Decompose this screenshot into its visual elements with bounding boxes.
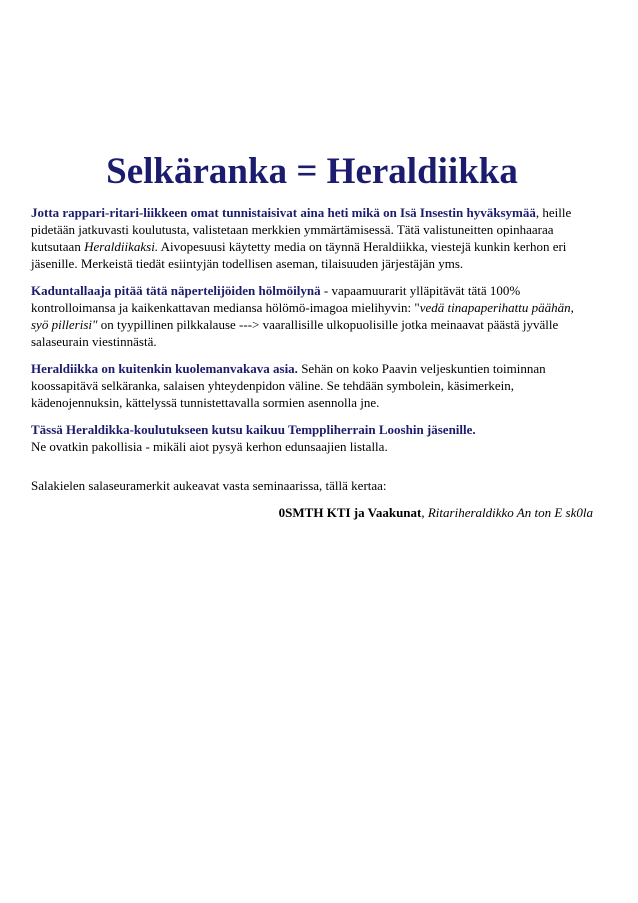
signature-bold: 0SMTH KTI ja Vaakunat	[278, 505, 422, 520]
paragraph-4-lead: Tässä Heraldikka-koulutukseen kutsu kaikuu Temppliherrain Looshin jäsenille.	[31, 422, 476, 437]
paragraph-4-text-1: Ne ovatkin pakollisia - mikäli aiot pysyä kerhon edunsaajien listalla.	[31, 439, 388, 454]
paragraph-5-text-1: Salakielen salaseuramerkit aukeavat vasta seminaarissa, tällä kertaa:	[31, 478, 387, 493]
paragraph-2-text-2: on tyypillinen pilkkalause ---> vaarallisille ulkopuolisille jotka meinaavat päästä jyvälle salaseurain viestinnästä.	[31, 317, 559, 349]
paragraph-3-lead: Heraldiikka on kuitenkin kuolemanvakava asia.	[31, 361, 298, 376]
page-title: Selkäranka = Heraldiikka	[106, 151, 518, 192]
paragraph-1-text-2: Aivopesuusi käytetty media on täynnä Heraldiikka, viestejä kunkin kerhon eri jäsenille. Merkeistä tiedät esiintyjän todellisen aseman, tilaisuuden järjestäjän yms.	[31, 239, 567, 271]
paragraph-3	[31, 360, 593, 411]
paragraph-1-text-1: , heille pidetään jatkuvasti koulutusta, valistetaan merkkien ymmärtämisessä. Tätä valistuneitten opinhaaraa kutsutaan	[31, 205, 572, 254]
paragraph-2	[31, 282, 593, 350]
paragraph-1	[31, 204, 593, 272]
signature-italic: Ritariheraldikko An ton E sk0la	[427, 505, 593, 520]
paragraph-4	[31, 421, 593, 455]
signature-separator: ,	[421, 505, 428, 520]
paragraph-3-text-1: Sehän on koko Paavin veljeskuntien toiminnan koossapitävä selkäranka, salaisen yhteydenpidon väline. Se tehdään symbolein, käsimerkein, kädenojennuksin, kättelyssä tunnistettavalla sormien asennolla jne.	[31, 361, 546, 410]
paragraph-2-quote: vedä tinapaperihattu päähän, syö pillerisi"	[31, 300, 574, 332]
paragraph-2-lead: Kaduntallaaja pitää tätä näpertelijöiden hölmöilynä	[31, 283, 321, 298]
paragraph-2-text-1: - vapaamuurarit ylläpitävät tätä 100% kontrolloimansa ja kaikenkattavan mediansa hölömö-imagoa mielihyvin: "	[31, 283, 521, 315]
paragraph-1-term: Heraldiikaksi.	[84, 239, 159, 254]
signature	[31, 504, 593, 521]
paragraph-1-lead: Jotta rappari-ritari-liikkeen omat tunnistaisivat aina heti mikä on Isä Insestin hyväksymää	[31, 205, 536, 220]
spacer	[31, 465, 593, 477]
paragraph-5	[31, 477, 593, 494]
document-page	[31, 150, 593, 531]
